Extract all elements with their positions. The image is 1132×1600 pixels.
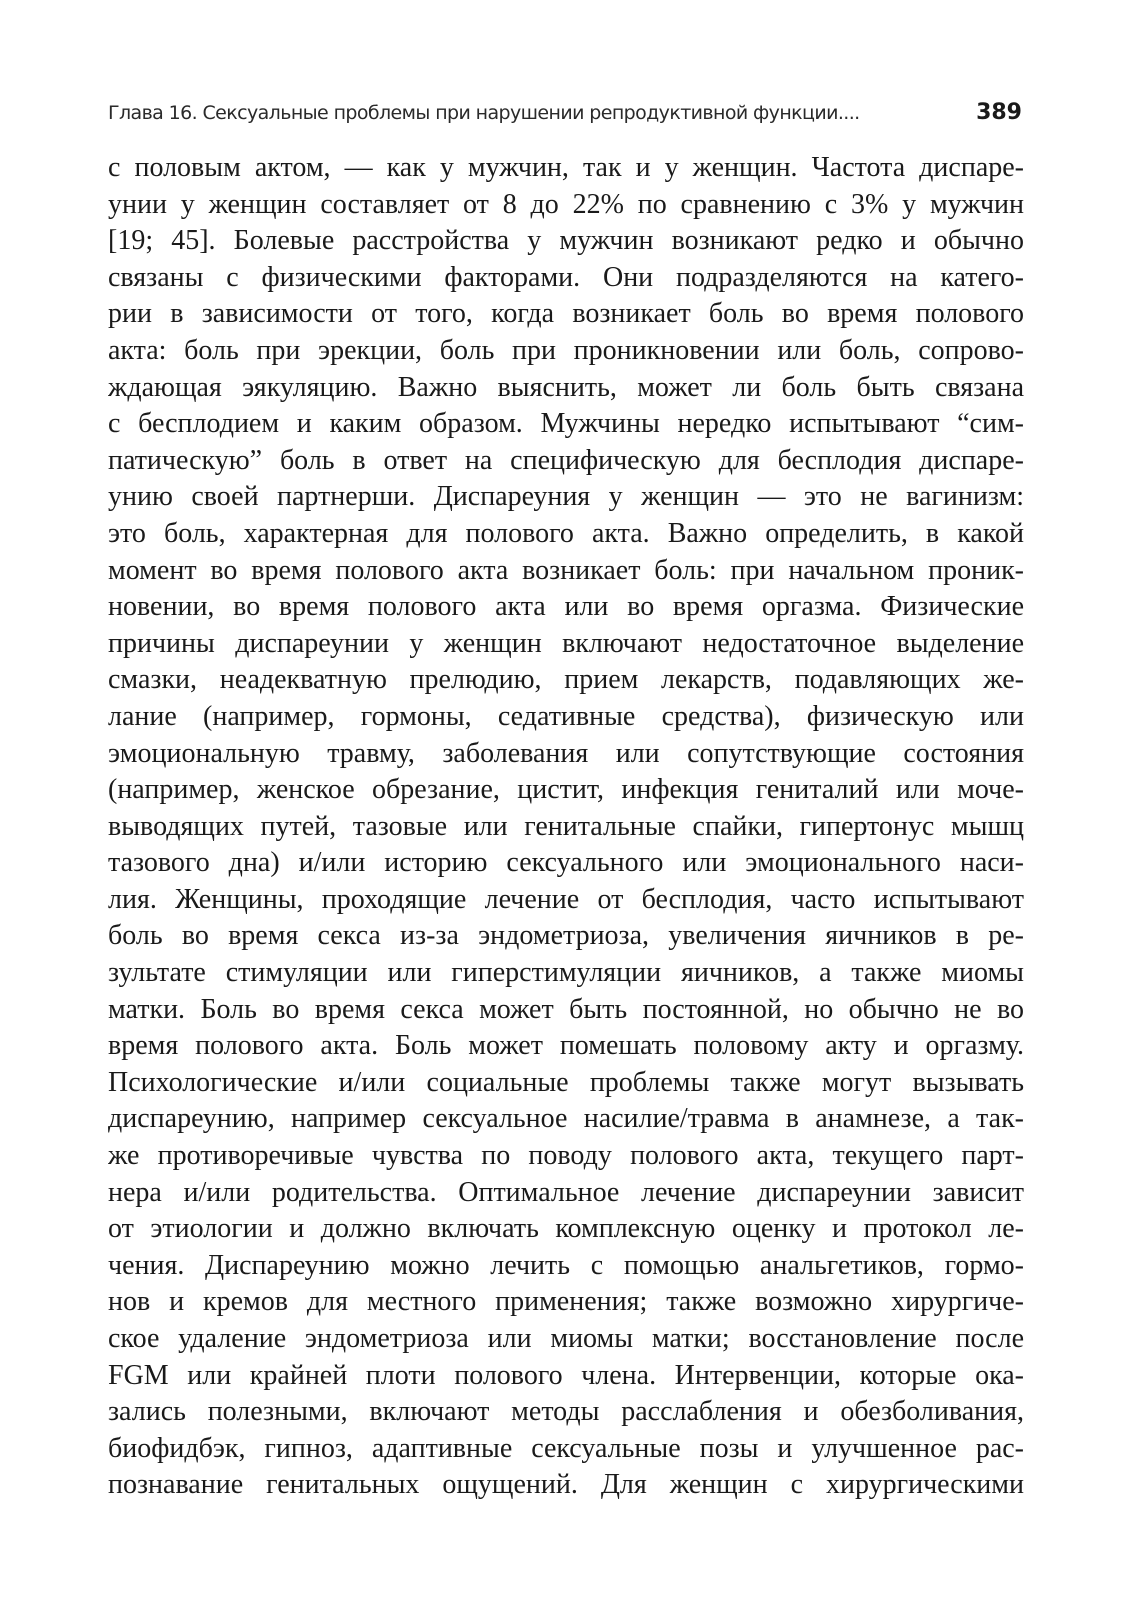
text-line: унию своей партнерши. Диспареуния у женщин — это не вагинизм:	[108, 481, 1024, 513]
text-line: смазки, неадекватную прелюдию, прием лекарств, подавляющих же-	[108, 664, 1024, 696]
text-line: познавание генитальных ощущений. Для женщин с хирургическими	[108, 1469, 1024, 1501]
page-number: 389	[976, 100, 1022, 125]
text-line: эмоциональную травму, заболевания или сопутствующие состояния	[108, 737, 1024, 769]
text-line: боль во время секса из-за эндометриоза, увеличения яичников в ре-	[108, 920, 1024, 952]
text-line: лание (например, гормоны, седативные средства), физическую или	[108, 700, 1024, 732]
text-line: [19; 45]. Болевые расстройства у мужчин возникают редко и обычно	[108, 225, 1024, 257]
text-line: причины диспареунии у женщин включают недостаточное выделение	[108, 627, 1024, 659]
text-line: это боль, характерная для полового акта. Важно определить, в какой	[108, 517, 1024, 549]
text-line: Психологические и/или социальные проблемы также могут вызывать	[108, 1066, 1024, 1098]
text-line: новении, во время полового акта или во время оргазма. Физические	[108, 591, 1024, 623]
text-line: лия. Женщины, проходящие лечение от бесплодия, часто испытывают	[108, 883, 1024, 915]
text-line: ское удаление эндометриоза или миомы матки; восстановление после	[108, 1323, 1024, 1354]
text-line: акта: боль при эрекции, боль при проникновении или боль, сопрово-	[108, 334, 1024, 366]
text-line: связаны с физическими факторами. Они подразделяются на катего-	[108, 261, 1024, 293]
text-line: матки. Боль во время секса может быть постоянной, но обычно не во	[108, 993, 1024, 1025]
chapter-title: Глава 16. Сексуальные проблемы при нарушении репродуктивной функции....	[108, 102, 860, 124]
text-line: унии у женщин составляет от 8 до 22% по сравнению с 3% у мужчин	[108, 188, 1024, 220]
text-line: зались полезными, включают методы расслабления и обезболивания,	[108, 1396, 1024, 1428]
text-line: диспареунию, например сексуальное насилие/травма в анамнезе, а так-	[108, 1103, 1024, 1135]
text-line: патическую” боль в ответ на специфическую для бесплодия диспаре-	[108, 444, 1024, 476]
text-line: биофидбэк, гипноз, адаптивные сексуальные позы и улучшенное рас-	[108, 1432, 1024, 1464]
text-line: с бесплодием и каким образом. Мужчины нередко испытывают “сим-	[108, 408, 1024, 440]
text-line: зультате стимуляции или гиперстимуляции яичников, а также миомы	[108, 957, 1024, 989]
text-line: нера и/или родительства. Оптимальное лечение диспареунии зависит	[108, 1176, 1024, 1208]
text-line: время полового акта. Боль может помешать половому акту и оргазму.	[108, 1030, 1024, 1062]
body-text	[108, 150, 1024, 1504]
text-line: рии в зависимости от того, когда возникает боль во время полового	[108, 298, 1024, 330]
text-line: момент во время полового акта возникает боль: при начальном проник-	[108, 554, 1024, 586]
text-line: FGM или крайней плоти полового члена. Интервенции, которые ока-	[108, 1359, 1024, 1391]
text-line: выводящих путей, тазовые или генитальные спайки, гипертонус мышц	[108, 810, 1024, 842]
text-line: тазового дна) и/или историю сексуального или эмоционального наси-	[108, 847, 1024, 879]
text-line: от этиологии и должно включать комплексную оценку и протокол ле-	[108, 1213, 1024, 1245]
text-line: (например, женское обрезание, цистит, инфекция гениталий или моче-	[108, 774, 1024, 806]
text-line: нов и кремов для местного применения; также возможно хирургиче-	[108, 1286, 1024, 1318]
text-line: же противоречивые чувства по поводу полового акта, текущего парт-	[108, 1140, 1024, 1172]
text-line: с половым актом, — как у мужчин, так и у женщин. Частота диспаре-	[108, 152, 1024, 183]
text-line: чения. Диспареунию можно лечить с помощью анальгетиков, гормо-	[108, 1249, 1024, 1281]
text-line: ждающая эякуляцию. Важно выяснить, может ли боль быть связана	[108, 371, 1024, 403]
running-header	[108, 100, 1022, 136]
